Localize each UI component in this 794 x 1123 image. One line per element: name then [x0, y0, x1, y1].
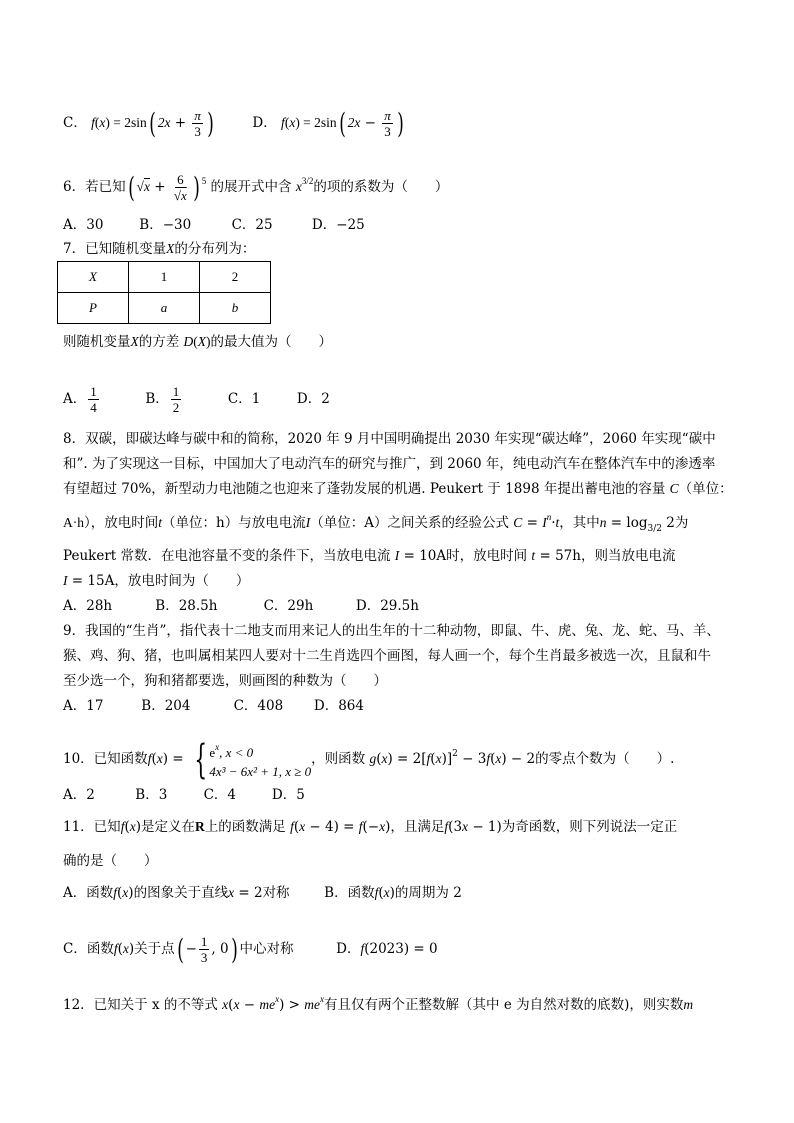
q6-suffix: 的项的系数为（ ） — [313, 179, 449, 195]
table-cell: X — [58, 262, 129, 293]
q10-option-d: D．5 — [271, 787, 305, 803]
q10-suffix: 的零点个数为（ ）. — [535, 751, 675, 767]
q11-option-b-a: B．函数 — [324, 885, 375, 901]
q10-option-a: A．2 — [63, 787, 95, 803]
q6-frac: $\frac{6}{√x}$ — [173, 172, 187, 203]
q8-line5-c: ，则当放电电流 — [580, 548, 676, 564]
q5-options: C． f(x) = 2sin( 2x + $\frac{\pi}{3}$ ) D． f(x) = 2sin( 2x − $\frac{\pi}{3}$ ) — [63, 106, 404, 140]
table-cell: a — [129, 293, 200, 324]
q12-c: m — [683, 997, 694, 1012]
q11-line1-b: 是定义在 — [141, 819, 196, 835]
q7-stem-b: 的分布列为： — [174, 241, 256, 257]
q8-line4-e: 为 — [674, 515, 689, 531]
q8-line6-b: ，放电时间为（ ） — [114, 573, 250, 589]
q11-line1-c: 上的函数满足 — [204, 819, 286, 835]
q11-line1: 11．已知f(x)是定义在R上的函数满足 f(x − 4) = f(−x)，且满足f(3x − 1)为奇函数，则下列说法一定正 — [63, 819, 678, 835]
q7-question-pre: 则随机变量 — [63, 334, 131, 350]
q5-c-frac: $\frac{\pi}{3}$ — [194, 108, 201, 139]
q11-option-c-b: 关于点 — [134, 941, 175, 957]
q10-prefix: 10．已知函数 — [63, 751, 148, 767]
q8-line4-a: ），放电时间 — [84, 515, 159, 531]
q7-stem: 7．已知随机变量X的分布列为： — [63, 241, 256, 257]
table-cell: 1 — [129, 262, 200, 293]
q11-option-c-frac: $\frac{1}{3}$ — [200, 934, 208, 965]
q11-line2: 确的是（ ） — [63, 853, 158, 869]
q7-option-d: D．2 — [296, 391, 330, 407]
q8-line5-b: 时，放电时间 — [446, 548, 528, 564]
q12-line: 12．已知关于 x 的不等式 $x(x - me^x) > me^x$有且仅有两个正整数解（其中 e 为自然对数的底数)，则实数m — [63, 994, 694, 1013]
q11-option-a-b: 的图象关于直线 — [133, 885, 229, 901]
q6-option-b: B．−30 — [139, 217, 192, 233]
table-cell: 2 — [200, 262, 271, 293]
q9-line3: 至少选一个，狗和猪都要选，则画图的种数为（ ） — [63, 673, 387, 689]
q11-line1-d: ，且满足 — [390, 819, 445, 835]
q5-option-c-label: C． — [63, 115, 87, 131]
table-row — [58, 293, 271, 324]
q6-mid: 的展开式中含 — [210, 179, 292, 195]
q10-option-c: C．4 — [203, 787, 237, 803]
q11-options-ab: A．函数f(x)的图象关于直线x = 2对称 B．函数f(x)的周期为 2 — [63, 885, 462, 901]
q9-option-b: B．204 — [141, 698, 191, 714]
q11-option-a-c: 对称 — [262, 885, 290, 901]
q8-line4: A·h），放电时间t（单位：h）与放电电流I（单位：A）之间关系的经验公式 $C = I^n\cdot t$，其中$n = \log_{3/2} 2$为 — [63, 512, 689, 534]
q7-option-a-frac: $\frac{1}{4}$ — [90, 384, 97, 415]
q10-piecewise: $e^x$, x < 0 4x³ − 6x² + 1, x ≥ 0 — [209, 742, 312, 779]
q7-question-mid: 的方差 — [138, 334, 180, 350]
q11-line1-e: 为奇函数，则下列说法一定正 — [501, 819, 678, 835]
q8-line4-b: （单位：h）与放电电流 — [162, 515, 306, 531]
q8-line4-c: （单位：A）之间关系的经验公式 — [310, 515, 509, 531]
q11-option-c-a: C．函数 — [63, 941, 114, 957]
q6-exponent: 5 — [201, 176, 207, 186]
q7-question: 则随机变量X的方差 D(X)的最大值为（ ） — [63, 334, 333, 350]
q6-option-a: A．30 — [63, 217, 104, 233]
q8-line6: I = 15A，放电时间为（ ） — [63, 573, 250, 589]
q10-option-b: B．3 — [135, 787, 168, 803]
q7-option-b-frac: $\frac{1}{2}$ — [172, 384, 180, 415]
q8-line4-d: ，其中 — [559, 515, 600, 531]
q9-line1: 9．我国的“生肖”，指代表十二地支而用来记人的出生年的十二种动物，即鼠、牛、虎、兔、龙、蛇、马、羊、 — [63, 623, 720, 639]
table-cell: b — [200, 293, 271, 324]
q10-options — [63, 786, 305, 804]
q6-options — [63, 216, 365, 234]
q6-option-d: D．−25 — [311, 217, 365, 233]
q10-case2: 4x³ − 6x² + 1, x ≥ 0 — [209, 764, 312, 779]
q8-option-d: D．29.5h — [355, 598, 419, 614]
q10-case1b: , x < 0 — [219, 745, 254, 760]
q7-question-post: 的最大值为（ ） — [210, 334, 333, 350]
q9-option-d: D．864 — [313, 698, 364, 714]
q11-option-c-c: 中心对称 — [239, 941, 294, 957]
table-cell: P — [58, 293, 129, 324]
q10-mid: ，则函数 — [311, 751, 366, 767]
q5-option-d-label: D． — [252, 115, 277, 131]
q8-line5: Peukert 常数．在电池容量不变的条件下，当放电电流 I = 10A时，放电时间 t = 57h，则当放电电流 — [63, 548, 676, 564]
q12-a: 12．已知关于 x 的不等式 — [63, 997, 218, 1013]
q7-option-c: C．1 — [227, 391, 261, 407]
q8-line5-a: Peukert 常数．在电池容量不变的条件下，当放电电流 — [63, 548, 391, 564]
q6-prefix: 6．若已知 — [63, 179, 126, 195]
q8-option-b: B．28.5h — [155, 598, 218, 614]
q8-line3-text: 有望超过 70%，新型动力电池随之也迎来了蓬勃发展的机遇. Peukert 于 1898 年提出蓄电池的容量 — [63, 481, 666, 497]
distribution-table — [57, 261, 271, 324]
q7-option-a-label: A． — [63, 391, 87, 407]
q12-b: 有且仅有两个正整数解（其中 e 为自然对数的底数)，则实数 — [324, 997, 684, 1013]
table-row — [58, 262, 271, 293]
q9-line2: 猴、鸡、狗、猪，也叫属相某四人要对十二生肖选四个画图，每人画一个，每个生肖最多被选一次，且鼠和牛 — [63, 648, 711, 664]
q6-option-c: C．25 — [231, 217, 273, 233]
q8-line1: 8．双碳，即碳达峰与碳中和的简称，2020 年 9 月中国明确提出 2030 年实现“碳达峰”，2060 年实现“碳中 — [63, 431, 716, 447]
q8-option-c: C．29h — [263, 598, 314, 614]
q9-option-a: A．17 — [63, 698, 104, 714]
q8-line3: 有望超过 70%，新型动力电池随之也迎来了蓬勃发展的机遇. Peukert 于 1898 年提出蓄电池的容量 C（单位： — [63, 481, 733, 497]
q8-option-a: A．28h — [63, 598, 113, 614]
q9-options — [63, 697, 364, 715]
q9-option-c: C．408 — [233, 698, 284, 714]
q7-options — [63, 384, 330, 415]
q11-options-cd: C．函数f(x)关于点( − $\frac{1}{3}$ , 0) 中心对称 D．f(2023) = 0 — [63, 932, 438, 966]
q10-stem: 10．已知函数f(x) = { $e^x$, x < 0 4x³ − 6x² + 1, x ≥ 0 ，则函数 $g(x) = 2[f(x)]^2 - 3f(x) - 2$的零点个数为（ ）. — [63, 736, 675, 783]
q7-stem-a: 7．已知随机变量 — [63, 241, 167, 257]
q11-option-d-a: D． — [336, 941, 361, 957]
q8-options — [63, 597, 419, 615]
q8-line2: 和”. 为了实现这一目标，中国加大了电动汽车的研究与推广，到 2060 年，纯电动汽车在整体汽车中的渗透率 — [63, 456, 716, 472]
q11-option-a-a: A．函数 — [63, 885, 114, 901]
q11-line1-a: 11．已知 — [63, 819, 121, 835]
q6-stem: 6．若已知( √x + $\frac{6}{√x}$ ) $^5$ 的展开式中含 $x^{3/2}$的项的系数为（ ） — [63, 170, 449, 204]
q8-line3-end: （单位： — [678, 481, 733, 497]
q10-case1: e — [209, 745, 216, 760]
q7-option-b-label: B． — [145, 391, 169, 407]
q5-d-frac: $\frac{\pi}{3}$ — [384, 108, 391, 139]
q11-option-b-b: 的周期为 2 — [394, 885, 462, 901]
